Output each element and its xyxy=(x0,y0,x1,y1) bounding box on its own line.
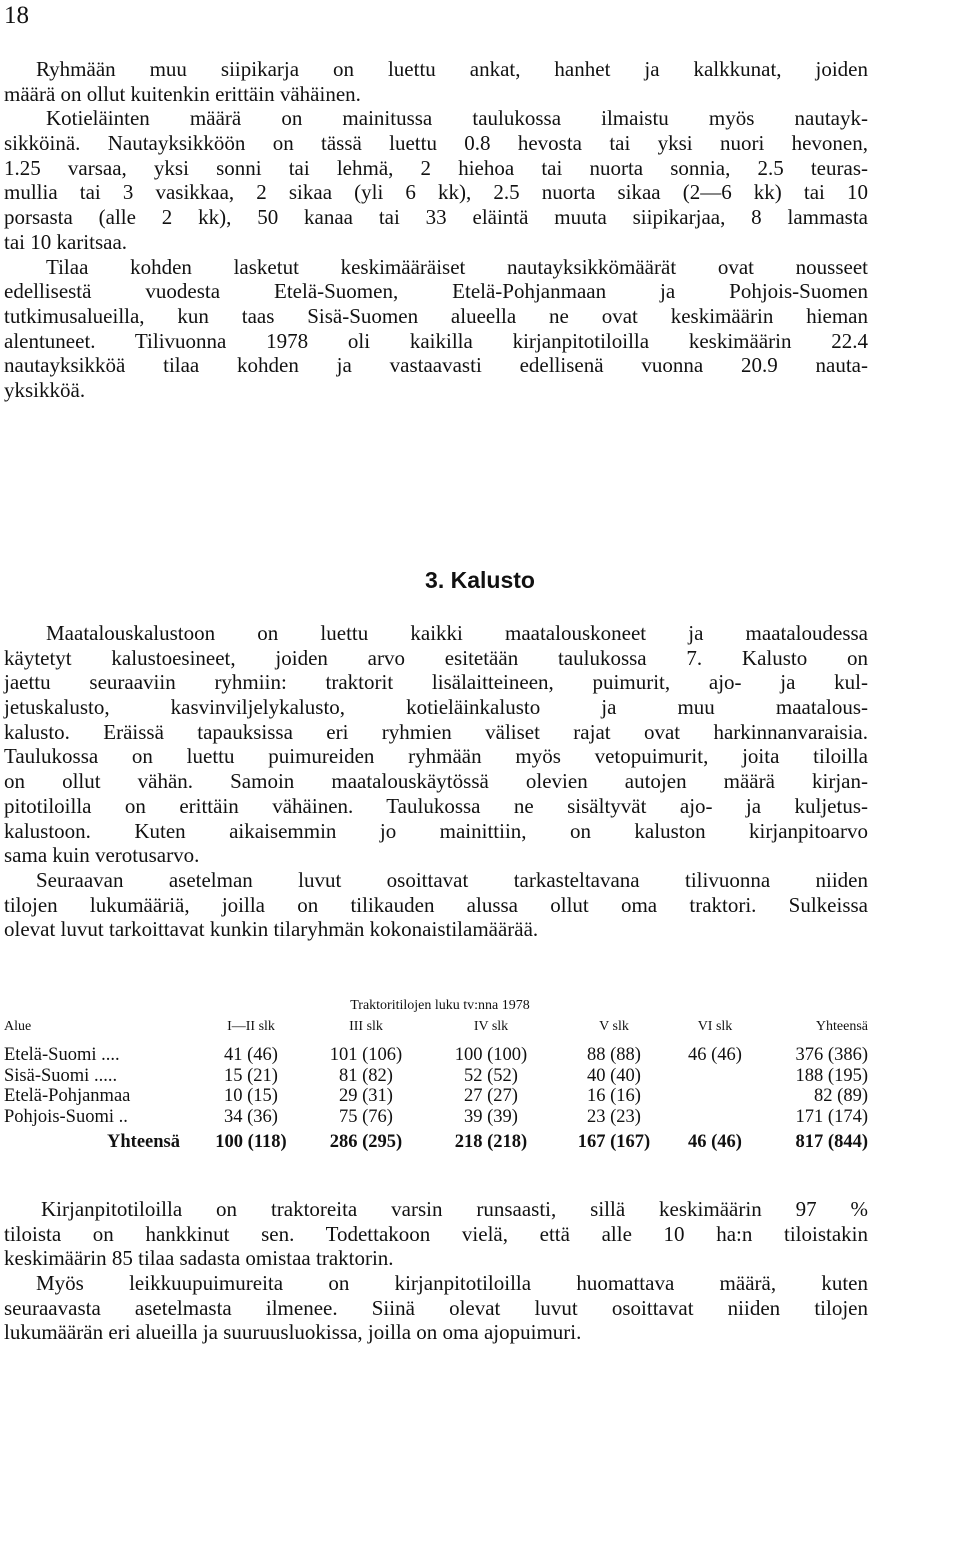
text-line: seuraavasta asetelmasta ilmenee. Siinä olevat luvut osoittavat niiden tilojen xyxy=(4,1295,868,1320)
text-line: käytetyt kalustoesineet, joiden arvo esitetään taulukossa 7. Kalusto on xyxy=(4,645,868,670)
column-header: IV slk xyxy=(473,1019,509,1034)
table-cell: 46 (46) xyxy=(688,1045,742,1065)
table-cell: 34 (36) xyxy=(224,1106,278,1127)
table-cell: 23 (23) xyxy=(587,1106,641,1127)
text-line: määrä on ollut kuitenkin erittäin vähäinen. xyxy=(4,81,361,106)
text-line: Taulukossa on luettu puimureiden ryhmään myös vetopuimurit, joita tiloilla xyxy=(4,744,868,769)
text-line: mullia tai 3 vasikkaa, 2 sikaa (yli 6 kk), 2.5 nuorta sikaa (2—6 kk) tai 10 xyxy=(4,180,868,205)
row-label: Pohjois-Suomi .. xyxy=(4,1106,128,1127)
text-line: on ollut vähän. Samoin maatalouskäytössä olevien autojen määrä kirjan- xyxy=(4,769,868,794)
text-line: edellisestä vuodesta Etelä-Suomen, Etelä-Pohjanmaan ja Pohjois-Suomen xyxy=(4,279,868,304)
text-line: jetuskalusto, kasvinviljelykalusto, kotieläinkalusto ja muu maatalous- xyxy=(4,695,868,720)
text-line: kalustoon. Kuten aikaisemmin jo mainittiin, on kaluston kirjanpitoarvo xyxy=(4,818,868,843)
tractor-table xyxy=(4,1016,868,1153)
table-header-row xyxy=(4,1016,868,1038)
text-line: tilojen lukumääriä, joilla on tilikauden alussa ollut oma traktori. Sulkeissa xyxy=(4,892,868,917)
table-cell: 39 (39) xyxy=(464,1106,518,1127)
table-row xyxy=(4,1045,868,1066)
text-line: Kotieläinten määrä on mainitussa taulukossa ilmaistu myös nautayk- xyxy=(46,106,868,131)
text-line: tai 10 karitsaa. xyxy=(4,229,128,254)
text-line: yksikköä. xyxy=(4,377,86,402)
table-cell: 218 (218) xyxy=(454,1132,528,1152)
table-cell: 29 (31) xyxy=(339,1086,393,1106)
text-line: 1.25 varsaa, yksi sonni tai lehmä, 2 hiehoa tai nuorta sonnia, 2.5 teuras- xyxy=(4,155,868,180)
paragraph-livestock xyxy=(4,57,868,403)
section-heading: 3. Kalusto xyxy=(425,567,535,593)
text-line: sikköinä. Nautayksikköön on tässä luettu 0.8 hevosta tai yksi nuori hevonen, xyxy=(4,131,868,156)
text-line: tiloista on hankkinut sen. Todettakoon vielä, että alle 10 ha:n tiloistakin xyxy=(4,1221,868,1246)
table-cell: 817 (844) xyxy=(795,1132,868,1152)
table-cell: 81 (82) xyxy=(339,1065,393,1086)
table-row xyxy=(4,1086,868,1107)
table-cell: 376 (386) xyxy=(795,1045,868,1065)
table-cell: 82 (89) xyxy=(814,1086,868,1106)
table-cell: 27 (27) xyxy=(464,1086,518,1106)
table-cell: 15 (21) xyxy=(224,1065,278,1086)
text-line: alentuneet. Tilivuonna 1978 oli kaikilla kirjanpitotiloilla keskimäärin 22.4 xyxy=(4,328,868,353)
text-line: lukumäärän eri alueilla ja suuruusluokissa, joilla on oma ajopuimuri. xyxy=(4,1320,582,1345)
table-cell: 188 (195) xyxy=(795,1065,868,1086)
text-line: pitotiloilla on erittäin vähäinen. Taulukossa ne sisältyvät ajo- ja kuljetus- xyxy=(4,793,868,818)
page-number: 18 xyxy=(4,2,29,29)
text-line: Kirjanpitotiloilla on traktoreita varsin runsaasti, sillä keskimäärin 97 % xyxy=(41,1197,868,1221)
column-header: V slk xyxy=(599,1019,629,1034)
table-row xyxy=(4,1107,868,1128)
text-line: Tilaa kohden lasketut keskimääräiset nautayksikkömäärät ovat nousseet xyxy=(46,254,868,279)
table-cell: 10 (15) xyxy=(224,1086,278,1106)
column-header: I—II slk xyxy=(227,1019,275,1034)
text-line: Myös leikkuupuimureita on kirjanpitotiloilla huomattava määrä, kuten xyxy=(36,1271,868,1296)
text-line: Seuraavan asetelman luvut osoittavat tarkasteltavana tilivuonna niiden xyxy=(36,867,868,892)
table-cell: 46 (46) xyxy=(688,1132,742,1152)
table-cell: 75 (76) xyxy=(339,1106,393,1127)
row-label: Etelä-Pohjanmaa xyxy=(4,1086,131,1106)
text-line: Maatalouskalustoon on luettu kaikki maatalouskoneet ja maataloudessa xyxy=(46,621,868,645)
table-cell: 101 (106) xyxy=(329,1045,403,1065)
column-header: Yhteensä xyxy=(815,1019,868,1034)
text-line: nautayksikköä tilaa kohden ja vastaavasti edellisenä vuonna 20.9 nauta- xyxy=(4,353,868,378)
text-line: olevat luvut tarkoittavat kunkin tilaryhmän kokonaistilamäärää. xyxy=(4,917,539,942)
column-header: VI slk xyxy=(697,1019,733,1034)
table-cell: 52 (52) xyxy=(464,1065,518,1086)
table-cell: 16 (16) xyxy=(587,1086,641,1106)
table-cell: 100 (118) xyxy=(215,1132,287,1152)
table-cell: 88 (88) xyxy=(587,1045,641,1065)
table-title: Traktoritilojen luku tv:nna 1978 xyxy=(350,998,530,1013)
row-label: Etelä-Suomi .... xyxy=(4,1045,120,1065)
paragraph-equipment xyxy=(4,621,868,942)
text-line: porsasta (alle 2 kk), 50 kanaa tai 33 eläintä muuta siipikarjaa, 8 lammasta xyxy=(4,205,868,230)
text-line: tutkimusalueilla, kun taas Sisä-Suomen alueella ne ovat keskimäärin hieman xyxy=(4,303,868,328)
text-line: sama kuin verotusarvo. xyxy=(4,843,200,868)
text-line: Ryhmään muu siipikarja on luettu ankat, hanhet ja kalkkunat, joiden xyxy=(36,57,868,81)
table-cell: 171 (174) xyxy=(795,1106,868,1127)
table-cell: 40 (40) xyxy=(587,1065,641,1086)
column-header: Alue xyxy=(4,1019,32,1034)
table-cell: 286 (295) xyxy=(329,1132,403,1152)
column-header: III slk xyxy=(349,1019,383,1034)
text-line: jaettu seuraaviin ryhmiin: traktorit lisälaitteineen, puimurit, ajo- ja kul- xyxy=(4,670,868,695)
table-total-row xyxy=(4,1132,868,1153)
row-label: Sisä-Suomi ..... xyxy=(4,1065,118,1086)
table-cell: 41 (46) xyxy=(224,1045,278,1065)
table-row xyxy=(4,1066,868,1087)
table-cell: 167 (167) xyxy=(577,1132,651,1152)
text-line: kalusto. Eräissä tapauksissa eri ryhmien väliset rajat ovat harkinnanvaraisia. xyxy=(4,719,868,744)
text-line: keskimäärin 85 tilaa sadasta omistaa traktorin. xyxy=(4,1246,394,1271)
paragraph-tractors xyxy=(4,1197,868,1345)
row-label: Yhteensä xyxy=(107,1132,180,1152)
table-cell: 100 (100) xyxy=(454,1045,528,1065)
